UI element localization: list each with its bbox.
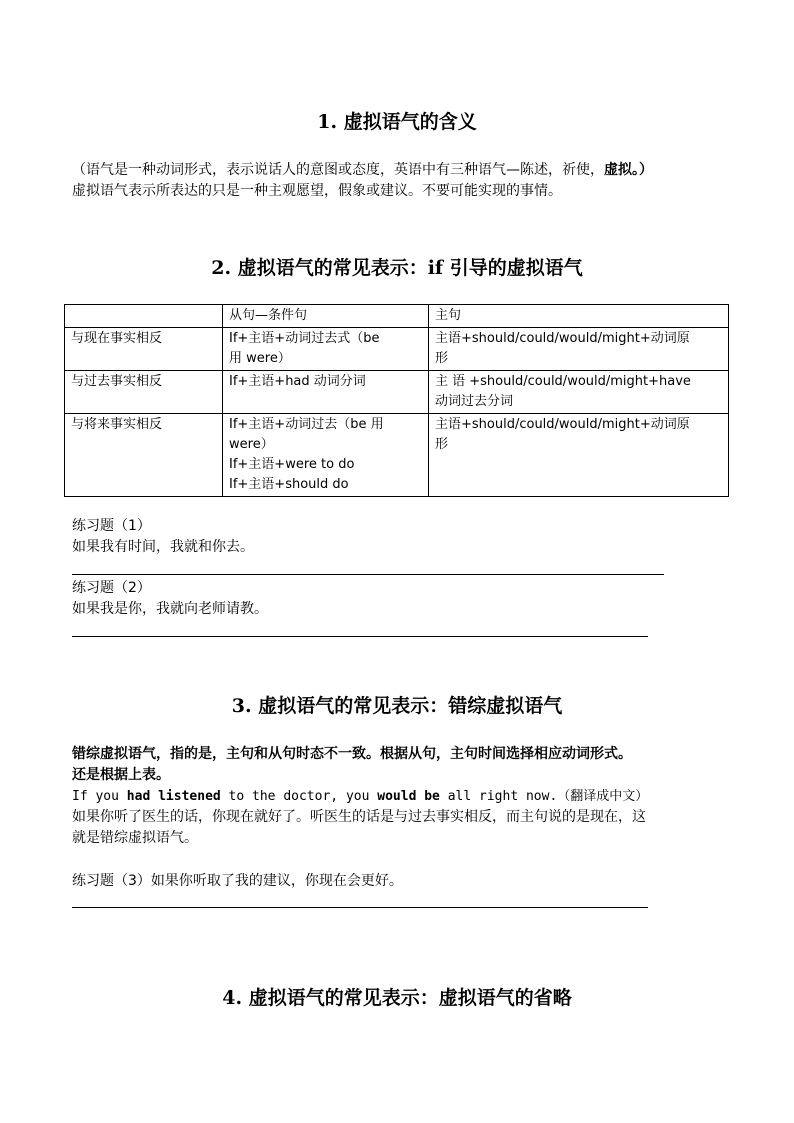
main-clause-cell — [429, 414, 729, 497]
table-row — [65, 371, 729, 414]
main-clause-line: 形 — [435, 351, 449, 366]
row-label: 与将来事实相反 — [65, 414, 223, 497]
example-text: to the doctor, you — [220, 789, 378, 804]
table-header-cell: 主句 — [429, 305, 729, 328]
section-1-title: 1. 虚拟语气的含义 — [317, 111, 477, 133]
conditional-table — [64, 304, 729, 497]
table-header-cell — [65, 305, 223, 328]
mixed-translation-line-1: 如果你听了医生的话，你现在就好了。听医生的话是与过去事实相反，而主句说的是现在，这 — [72, 809, 646, 825]
mixed-definition-line-2: 还是根据上表。 — [72, 767, 170, 783]
row-label: 与过去事实相反 — [65, 371, 223, 414]
exercise-1-title: 练习题（1） — [72, 518, 151, 534]
mixed-translation-line-2: 就是错综虚拟语气。 — [72, 830, 198, 846]
table-header-row — [65, 305, 729, 328]
clause-line: were） — [229, 437, 274, 452]
clause-cell — [223, 414, 429, 497]
main-clause-cell — [429, 328, 729, 371]
mixed-definition-line-1: 错综虚拟语气，指的是，主句和从句时态不一致。根据从句，主句时间选择相应动词形式。 — [72, 746, 632, 762]
exercise-2-prompt: 如果我是你，我就向老师请教。 — [72, 601, 268, 617]
clause-line: If+主语+动词过去（be 用 — [229, 417, 384, 432]
example-emphasis: had listened — [126, 789, 221, 804]
main-clause-cell — [429, 371, 729, 414]
example-emphasis: would be — [377, 789, 440, 804]
main-clause-line: 动词过去分词 — [435, 394, 514, 409]
intro-line-1-bold: 虚拟。） — [604, 162, 653, 178]
main-clause-line: 形 — [435, 437, 449, 452]
clause-line: 用 were） — [229, 351, 291, 366]
intro-line-2: 虚拟语气表示所表达的只是一种主观愿望，假象或建议。不要可能实现的事情。 — [72, 183, 562, 199]
table-row — [65, 414, 729, 497]
main-clause-line: 主语+should/could/would/might+动词原 — [435, 417, 690, 432]
table-header-cell: 从句—条件句 — [223, 305, 429, 328]
mixed-example-sentence — [72, 787, 732, 807]
exercise-2-answer-line[interactable] — [72, 636, 648, 637]
section-4-title: 4. 虚拟语气的常见表示：虚拟语气的省略 — [222, 987, 572, 1009]
intro-line-1-text: （语气是一种动词形式，表示说话人的意图或态度，英语中有三种语气—陈述，祈使， — [72, 162, 604, 178]
clause-line: If+主语+动词过去式（be — [229, 331, 380, 346]
row-label: 与现在事实相反 — [65, 328, 223, 371]
example-text: If you — [72, 789, 127, 804]
clause-line: If+主语+were to do — [229, 457, 355, 472]
exercise-3-answer-line[interactable] — [72, 907, 648, 908]
exercise-1-answer-line[interactable] — [72, 574, 664, 575]
clause-line: If+主语+should do — [229, 477, 349, 492]
exercise-2-title: 练习题（2） — [72, 580, 151, 596]
main-clause-line: 主 语 +should/could/would/might+have — [435, 374, 691, 389]
section-2-title: 2. 虚拟语气的常见表示：if 引导的虚拟语气 — [211, 257, 583, 279]
exercise-3-prompt: 练习题（3）如果你听取了我的建议，你现在会更好。 — [72, 873, 403, 889]
clause-line: If+主语+had 动词分词 — [229, 374, 366, 389]
exercise-1-prompt: 如果我有时间，我就和你去。 — [72, 539, 254, 555]
example-text: all right now.（翻译成中文） — [439, 789, 649, 804]
clause-cell — [223, 371, 429, 414]
intro-line-1 — [72, 160, 732, 180]
clause-cell — [223, 328, 429, 371]
table-row — [65, 328, 729, 371]
section-3-title: 3. 虚拟语气的常见表示：错综虚拟语气 — [231, 695, 563, 717]
main-clause-line: 主语+should/could/would/might+动词原 — [435, 331, 690, 346]
